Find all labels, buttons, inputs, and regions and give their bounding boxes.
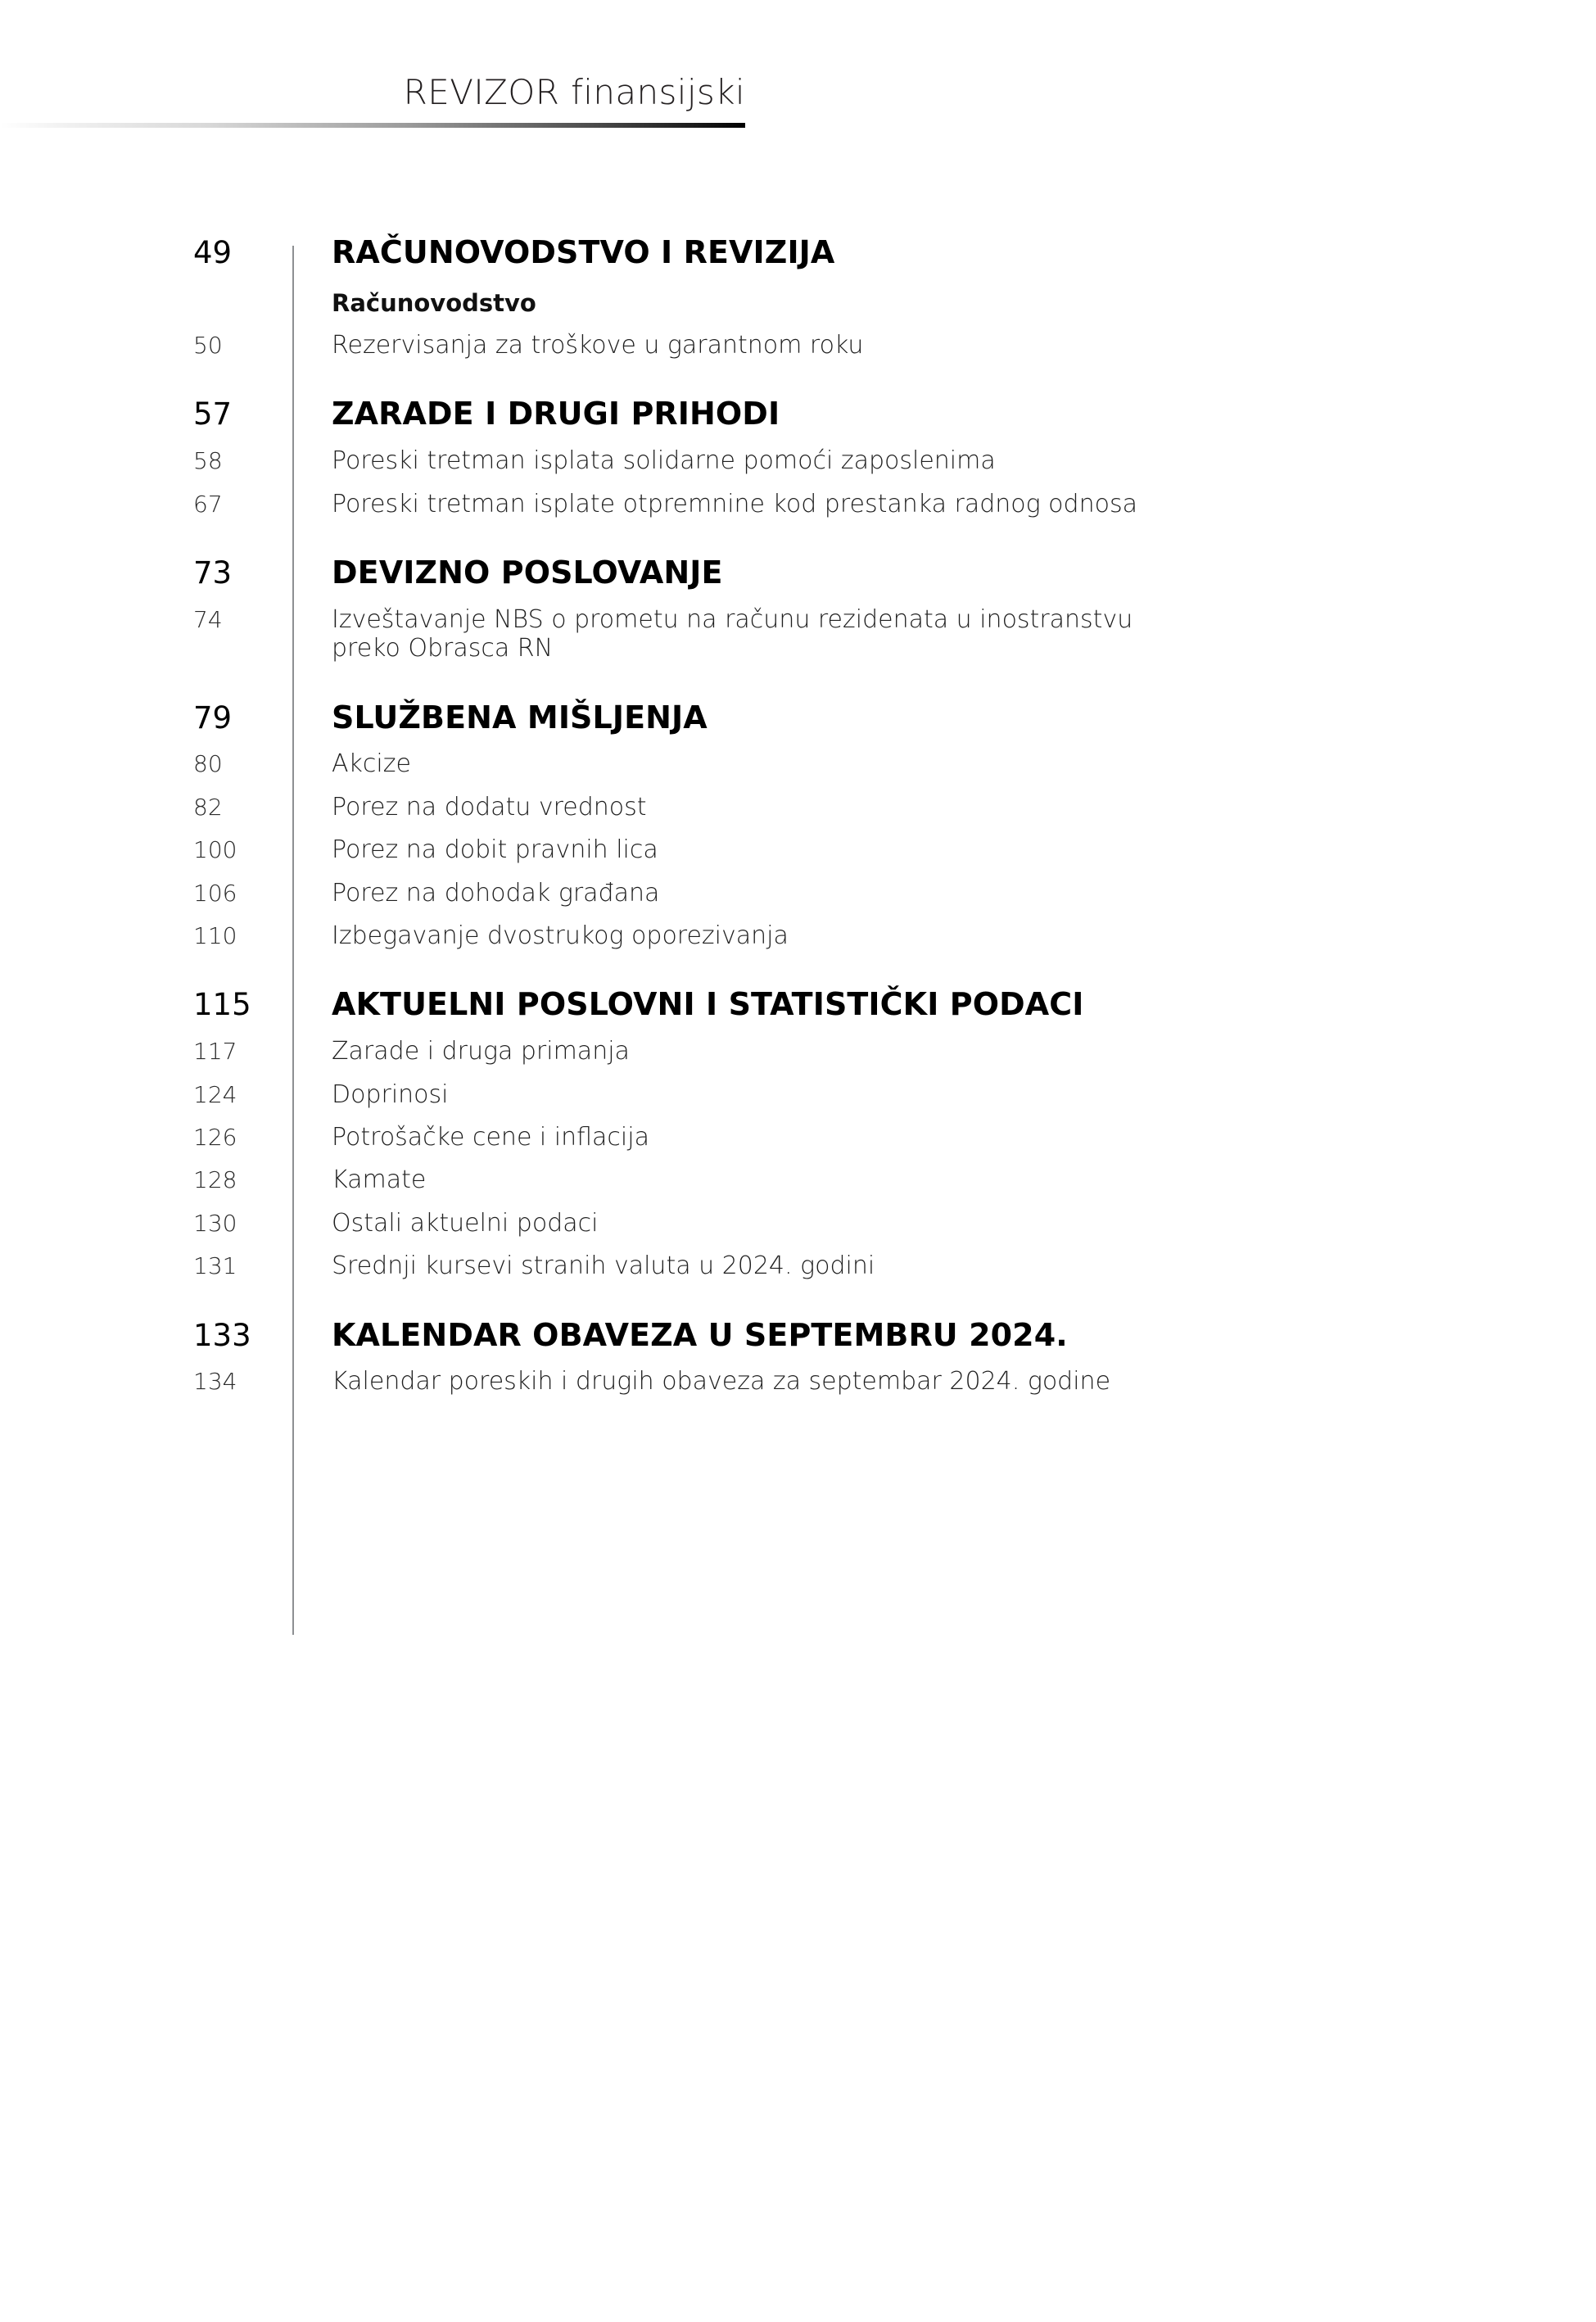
toc-entry-title: Zarade i druga primanja bbox=[332, 1037, 630, 1066]
toc-section-row[interactable] bbox=[193, 554, 1422, 591]
toc-entry-title: Izbegavanje dvostrukog oporezivanja bbox=[332, 921, 789, 951]
toc-section-row[interactable] bbox=[193, 234, 1422, 271]
toc-section-row[interactable] bbox=[193, 396, 1422, 432]
toc-section-title: SLUŽBENA MIŠLJENJA bbox=[332, 699, 708, 736]
toc-section-row[interactable] bbox=[193, 699, 1422, 736]
toc-entry-row[interactable] bbox=[193, 605, 1422, 663]
toc-entry-title: Porez na dodatu vrednost bbox=[332, 792, 647, 822]
toc-entry-row[interactable] bbox=[193, 1166, 1422, 1194]
toc-entry-title: Ostali aktuelni podaci bbox=[332, 1208, 599, 1238]
toc-entry-page-number: 110 bbox=[193, 922, 237, 950]
toc-entry-page-number: 58 bbox=[193, 447, 223, 475]
toc-entry-page-number: 50 bbox=[193, 332, 223, 360]
toc-entry-page-number: 131 bbox=[193, 1252, 237, 1280]
toc-entry-page-number: 67 bbox=[193, 490, 223, 518]
toc-entry-title: Porez na dohodak građana bbox=[332, 878, 660, 908]
toc-entry-page-number: 126 bbox=[193, 1124, 237, 1152]
toc-entry-row[interactable] bbox=[193, 446, 1422, 475]
toc-entry-title: Kalendar poreskih i drugih obaveza za septembar 2024. godine bbox=[332, 1367, 1111, 1396]
toc-entry-row[interactable] bbox=[193, 879, 1422, 908]
running-header-title: REVIZOR finansijski bbox=[403, 72, 745, 112]
toc-entry-title: Rezervisanja za troškove u garantnom roku bbox=[332, 331, 864, 360]
toc-section-title: DEVIZNO POSLOVANJE bbox=[332, 554, 723, 591]
toc-entry-row[interactable] bbox=[193, 749, 1422, 778]
toc-body bbox=[193, 234, 1422, 1396]
toc-entry-row[interactable] bbox=[193, 490, 1422, 518]
toc-entry-title: Porez na dobit pravnih lica bbox=[332, 835, 658, 865]
running-header bbox=[0, 0, 745, 125]
toc-entry-row[interactable] bbox=[193, 1252, 1422, 1280]
toc-section-page-number: 79 bbox=[193, 699, 233, 736]
table-of-contents bbox=[193, 234, 1422, 1396]
toc-section-title: KALENDAR OBAVEZA U SEPTEMBRU 2024. bbox=[332, 1316, 1068, 1353]
toc-entry-title: Akcize bbox=[332, 749, 411, 779]
toc-section-page-number: 49 bbox=[193, 235, 233, 270]
toc-subheading-title: Računovodstvo bbox=[332, 288, 536, 317]
toc-entry-row[interactable] bbox=[193, 331, 1422, 360]
toc-entry-row[interactable] bbox=[193, 793, 1422, 822]
toc-section-title: AKTUELNI POSLOVNI I STATISTIČKI PODACI bbox=[332, 986, 1084, 1023]
toc-entry-page-number: 128 bbox=[193, 1166, 237, 1194]
toc-entry-title: Srednji kursevi stranih valuta u 2024. godini bbox=[332, 1252, 875, 1281]
toc-entry-page-number: 134 bbox=[193, 1368, 237, 1396]
toc-entry-page-number: 130 bbox=[193, 1209, 237, 1237]
toc-section-page-number: 133 bbox=[193, 1317, 251, 1353]
toc-entry-row[interactable] bbox=[193, 1123, 1422, 1152]
toc-entry-row[interactable] bbox=[193, 1367, 1422, 1396]
toc-entry-title: Izveštavanje NBS o prometu na računu rezidenata u inostranstvu preko Obrasca RN bbox=[332, 604, 1133, 663]
toc-entry-page-number: 100 bbox=[193, 836, 237, 864]
toc-section-page-number: 115 bbox=[193, 987, 251, 1023]
toc-entry-page-number: 124 bbox=[193, 1080, 237, 1108]
toc-entry-title: Poreski tretman isplata solidarne pomoći zaposlenima bbox=[332, 446, 996, 476]
toc-entry-page-number: 74 bbox=[193, 605, 223, 633]
toc-entry-row[interactable] bbox=[193, 835, 1422, 864]
toc-entry-row[interactable] bbox=[193, 1209, 1422, 1238]
toc-section-page-number: 73 bbox=[193, 555, 233, 591]
toc-entry-page-number: 106 bbox=[193, 879, 237, 907]
toc-section-title: RAČUNOVODSTVO I REVIZIJA bbox=[332, 234, 835, 270]
toc-entry-title: Potrošačke cene i inflacija bbox=[332, 1123, 649, 1152]
toc-entry-row[interactable] bbox=[193, 1037, 1422, 1066]
toc-entry-title: Kamate bbox=[332, 1166, 427, 1195]
header-gradient-rule bbox=[0, 123, 745, 128]
toc-section-row[interactable] bbox=[193, 986, 1422, 1023]
toc-entry-page-number: 80 bbox=[193, 750, 223, 778]
toc-entry-page-number: 82 bbox=[193, 793, 223, 821]
toc-entry-title: Poreski tretman isplate otpremnine kod prestanka radnog odnosa bbox=[332, 489, 1137, 518]
toc-entry-row[interactable] bbox=[193, 1080, 1422, 1109]
toc-entry-title: Doprinosi bbox=[332, 1080, 449, 1109]
toc-entry-page-number: 117 bbox=[193, 1038, 237, 1066]
toc-subheading-row bbox=[193, 289, 1422, 317]
toc-entry-row[interactable] bbox=[193, 921, 1422, 950]
toc-section-row[interactable] bbox=[193, 1317, 1422, 1354]
toc-section-page-number: 57 bbox=[193, 396, 233, 432]
toc-section-title: ZARADE I DRUGI PRIHODI bbox=[332, 396, 780, 432]
